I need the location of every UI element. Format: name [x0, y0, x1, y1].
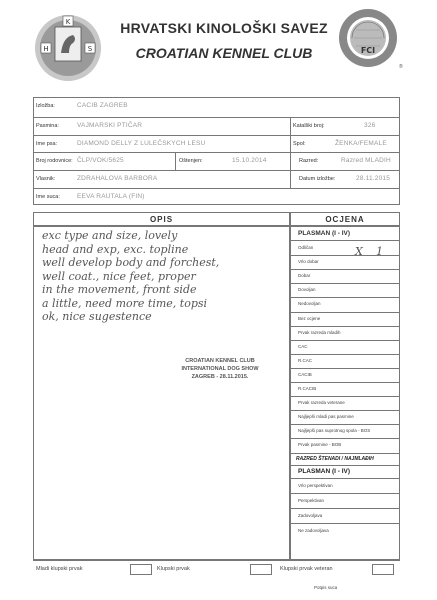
oktenjen-value: 15.10.2014: [232, 157, 267, 164]
spol-label: Spol:: [293, 141, 306, 147]
mladi-label: Mladi klupski prvak: [36, 566, 83, 572]
hks-logo: [33, 13, 103, 83]
sudac-label: Ime suca:: [36, 194, 60, 200]
razred-value: Razred MLADIH: [341, 157, 391, 164]
mladi-checkbox[interactable]: [130, 564, 152, 575]
grade-5-label: Bez ocjene: [298, 315, 321, 321]
izlozba-value: CACIB ZAGREB: [77, 102, 128, 109]
grade-1-label: Vrlo dobar: [298, 259, 319, 265]
grade-0-label: Odličan: [298, 245, 314, 250]
spol-value: ŽENKA/FEMALE: [335, 140, 387, 147]
stenad-grade-3-label: Ne zadovoljava: [298, 527, 329, 533]
svg-text:H: H: [43, 45, 49, 53]
org-title: HRVATSKI KINOLOŠKI SAVEZ: [120, 20, 328, 36]
opis-line-1: exc type and size, lovely: [42, 229, 178, 242]
rodovnik-value: ČLP/VOK/5625: [77, 157, 124, 164]
oktenjen-label: Oštenjen:: [179, 158, 203, 164]
opis-handwriting: [42, 229, 219, 324]
svg-text:FCI: FCI: [360, 46, 376, 55]
opis-line-6: a little, need more time, topsi: [42, 296, 208, 310]
opis-title: OPIS: [149, 215, 174, 224]
ime-psa-label: Ime psa:: [36, 141, 58, 147]
grade-mark: X: [355, 245, 363, 258]
pasmina-value: VAJMARSKI PTIČAR: [77, 122, 143, 129]
stenad-grade-1-label: Perspektivan: [298, 497, 325, 503]
grade-4-label: Nedovoljan: [298, 301, 321, 307]
show-stamp: [155, 357, 285, 381]
title-0-label: Prvak razreda mladih: [298, 329, 341, 335]
datum-label: Datum izložbe:: [299, 176, 336, 182]
opis-line-2: head and exp, exc. topline: [42, 242, 189, 256]
datum-value: 28.11.2015: [356, 175, 391, 182]
klupski-label: Klupski prvak: [157, 566, 190, 572]
ime-psa-value: DIAMOND DELLY Z LULEČSKYCH LESU: [77, 140, 206, 147]
opis-line-3: well develop body and forchest,: [42, 256, 220, 269]
stamp-line-2: INTERNATIONAL DOG SHOW: [181, 366, 259, 372]
org-subtitle: CROATIAN KENNEL CLUB: [135, 45, 313, 61]
opis-line-7: ok, nice sugestence: [42, 310, 152, 323]
stenad-grade-2-label: Zadovoljava: [298, 512, 323, 518]
stenad-title: RAZRED ŠTENADI / NAJMLAĐIH: [296, 455, 374, 462]
klupski-checkbox[interactable]: [250, 564, 272, 575]
svg-text:S: S: [87, 45, 93, 53]
opis-line-4: well coat., nice feet, proper: [42, 269, 196, 283]
dog-info-table: [33, 97, 400, 205]
title-1-label: CAC: [298, 343, 308, 349]
svg-text:K: K: [65, 18, 71, 26]
title-5-label: Prvak razreda veterane: [298, 400, 345, 406]
ocjena-title: OCJENA: [325, 215, 365, 224]
title-7-label: Najljepši pas suprotnog spola - BOS: [298, 428, 371, 434]
katalog-value: 326: [364, 122, 376, 129]
pasmina-label: Pasmina:: [36, 123, 59, 129]
vlasnik-value: ZDRAHALOVA BARBORA: [77, 175, 158, 182]
razred-label: Razred:: [299, 158, 319, 164]
katalog-label: Katalški broj:: [293, 123, 325, 129]
stenad-grade-0-label: Vrlo perspektivan: [298, 482, 333, 488]
title-3-label: CACIB: [298, 371, 312, 377]
vlasnik-label: Vlasnik:: [36, 176, 56, 182]
title-4-label: R.CACIB: [298, 386, 317, 391]
stamp-line-1: CROATIAN KENNEL CLUB: [185, 358, 255, 364]
grade-3-label: Dovoljan: [298, 287, 316, 293]
stenad-plasman: PLASMAN (I - IV): [298, 467, 350, 475]
title-8-label: Prvak pasmine - BOB: [298, 442, 342, 448]
placement-mark: 1: [376, 245, 383, 258]
veteran-label: Klupski prvak veteran: [280, 566, 333, 572]
opis-line-5: in the movement, front side: [42, 283, 197, 296]
plasman-title: PLASMAN (I - IV): [298, 230, 350, 237]
stamp-line-3: ZAGREB - 28.11.2015.: [191, 374, 249, 380]
veteran-checkbox[interactable]: [372, 564, 394, 575]
sudac-value: EEVA RAUTALA (FIN): [77, 193, 145, 200]
grade-2-label: Dobar: [298, 273, 311, 279]
fci-logo: [338, 8, 398, 68]
izlozba-label: Izložba:: [36, 103, 55, 109]
title-6-label: Najljepši mladi pas pasmine: [298, 414, 354, 420]
registered-mark: ®: [399, 64, 403, 70]
title-2-label: R.CAC: [298, 357, 313, 363]
rodovnik-label: Broj rodovnice:: [36, 158, 73, 164]
potpis-label: Potpis suca: [314, 585, 338, 590]
